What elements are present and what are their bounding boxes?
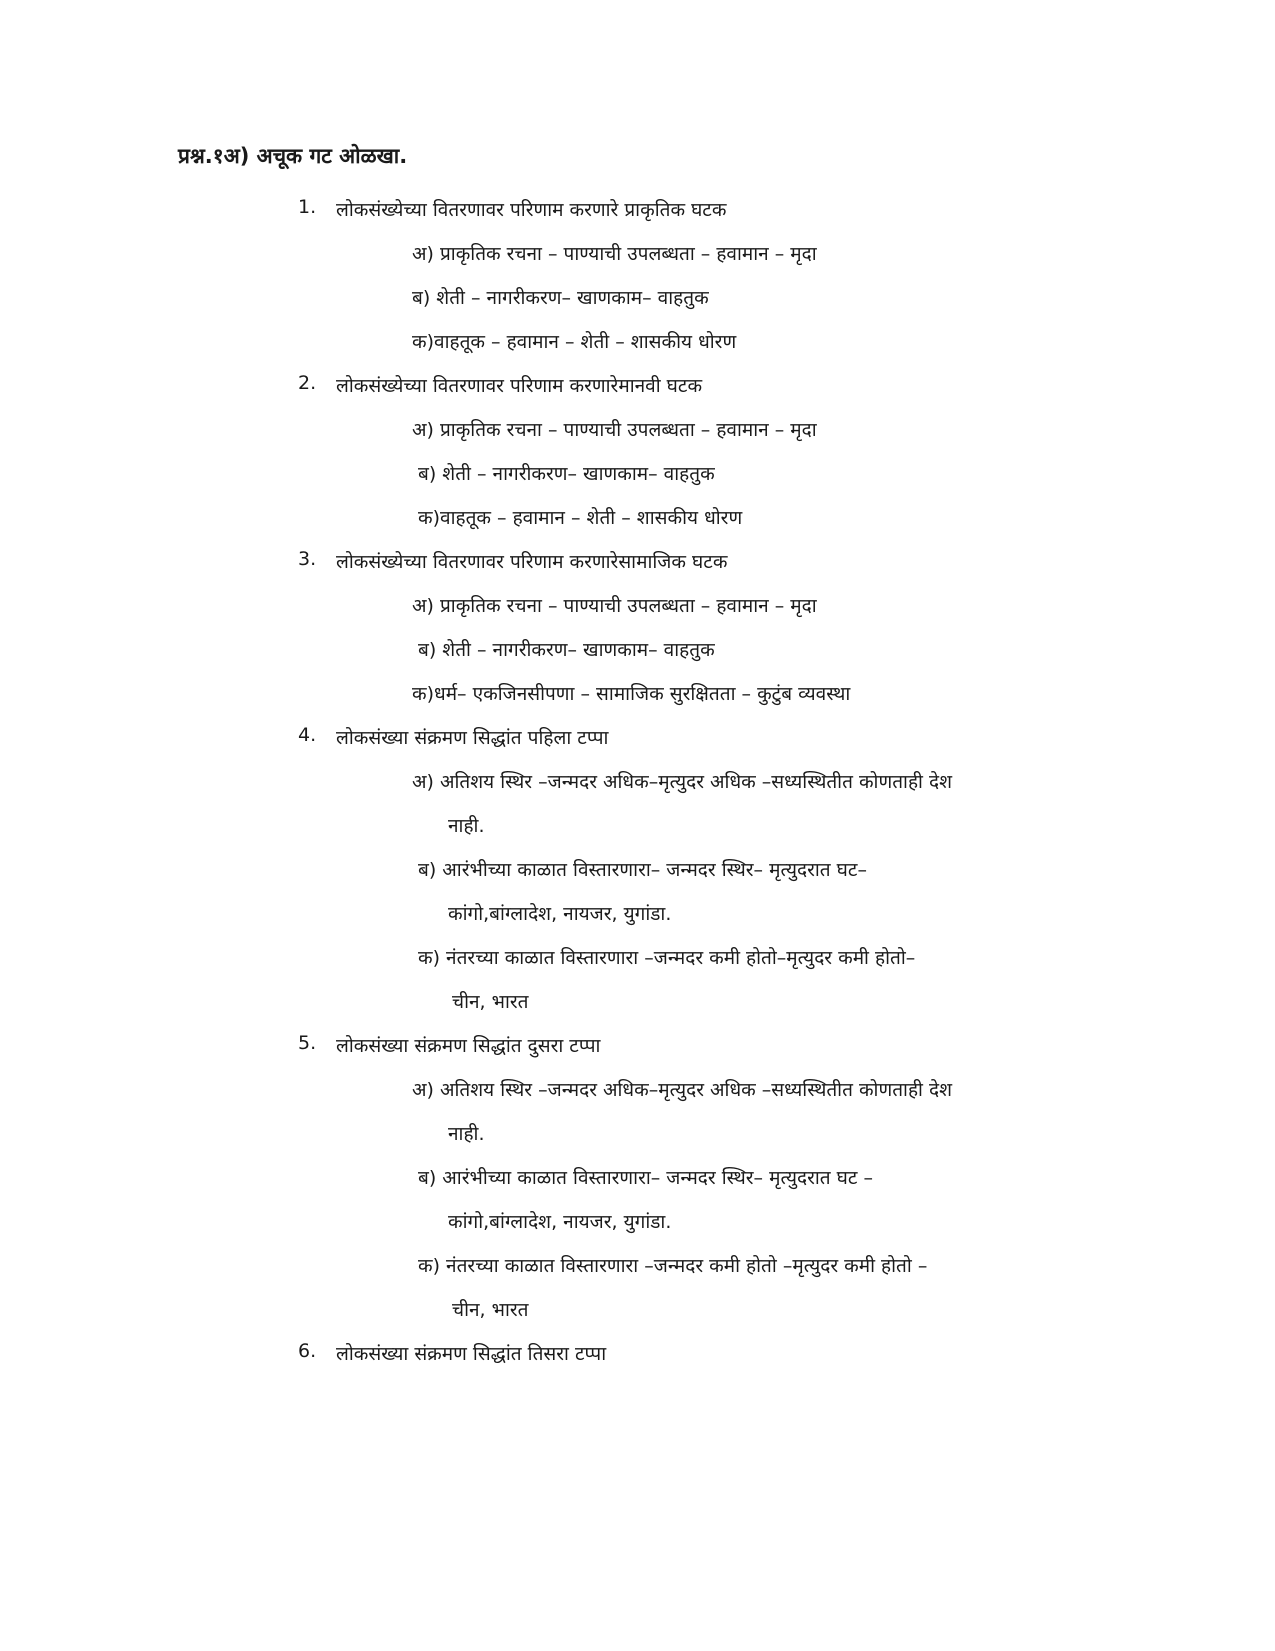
question-4-option-a-cont: नाही. [448,815,485,837]
question-2-option-b: ब) शेती – नागरीकरण– खाणकाम– वाहतुक [418,463,715,485]
question-6-text: लोकसंख्या संक्रमण सिद्धांत तिसरा टप्पा [336,1343,607,1365]
question-5-option-a: अ) अतिशय स्थिर –जन्मदर अधिक–मृत्युदर अधिक –सध्यस्थितीत कोणताही देश [412,1079,953,1101]
question-1-text: लोकसंख्येच्या वितरणावर परिणाम करणारे प्राकृतिक घटक [336,199,727,221]
question-5-option-a-cont: नाही. [448,1123,485,1145]
question-2-option-c: क)वाहतूक – हवामान – शेती – शासकीय धोरण [418,507,743,529]
question-3-text: लोकसंख्येच्या वितरणावर परिणाम करणारेसामाजिक घटक [336,551,728,573]
question-4-option-a: अ) अतिशय स्थिर –जन्मदर अधिक–मृत्युदर अधिक –सध्यस्थितीत कोणताही देश [412,771,953,793]
question-5-text: लोकसंख्या संक्रमण सिद्धांत दुसरा टप्पा [336,1035,601,1057]
question-3-option-a: अ) प्राकृतिक रचना – पाण्याची उपलब्धता – हवामान – मृदा [412,595,817,617]
question-heading: प्रश्न.१अ) अचूक गट ओळखा. [178,144,408,168]
question-5-option-c: क) नंतरच्या काळात विस्तारणारा –जन्मदर कमी होतो –मृत्युदर कमी होतो – [418,1255,928,1277]
question-3-option-c: क)धर्म– एकजिनसीपणा – सामाजिक सुरक्षितता – कुटुंब व्यवस्था [412,683,851,705]
question-1-option-a: अ) प्राकृतिक रचना – पाण्याची उपलब्धता – हवामान – मृदा [412,243,817,265]
question-6-number: 6. [298,1340,317,1362]
question-3-option-b: ब) शेती – नागरीकरण– खाणकाम– वाहतुक [418,639,715,661]
question-1-number: 1. [298,196,317,218]
question-2-option-a: अ) प्राकृतिक रचना – पाण्याची उपलब्धता – हवामान – मृदा [412,419,817,441]
question-1-option-b: ब) शेती – नागरीकरण– खाणकाम– वाहतुक [412,287,709,309]
question-4-text: लोकसंख्या संक्रमण सिद्धांत पहिला टप्पा [336,727,609,749]
question-4-number: 4. [298,724,317,746]
question-4-option-b-cont: कांगो,बांग्लादेश, नायजर, युगांडा. [448,903,672,925]
question-5-option-b: ब) आरंभीच्या काळात विस्तारणारा– जन्मदर स्थिर– मृत्युदरात घट – [418,1167,873,1189]
question-5-option-b-cont: कांगो,बांग्लादेश, नायजर, युगांडा. [448,1211,672,1233]
question-2-number: 2. [298,372,317,394]
question-2-text: लोकसंख्येच्या वितरणावर परिणाम करणारेमानवी घटक [336,375,703,397]
question-4-option-b: ब) आरंभीच्या काळात विस्तारणारा– जन्मदर स्थिर– मृत्युदरात घट– [418,859,867,881]
question-5-option-c-cont: चीन, भारत [452,1299,529,1321]
question-4-option-c-cont: चीन, भारत [452,991,529,1013]
question-4-option-c: क) नंतरच्या काळात विस्तारणारा –जन्मदर कमी होतो–मृत्युदर कमी होतो– [418,947,916,969]
question-3-number: 3. [298,548,317,570]
question-1-option-c: क)वाहतूक – हवामान – शेती – शासकीय धोरण [412,331,737,353]
question-5-number: 5. [298,1032,317,1054]
